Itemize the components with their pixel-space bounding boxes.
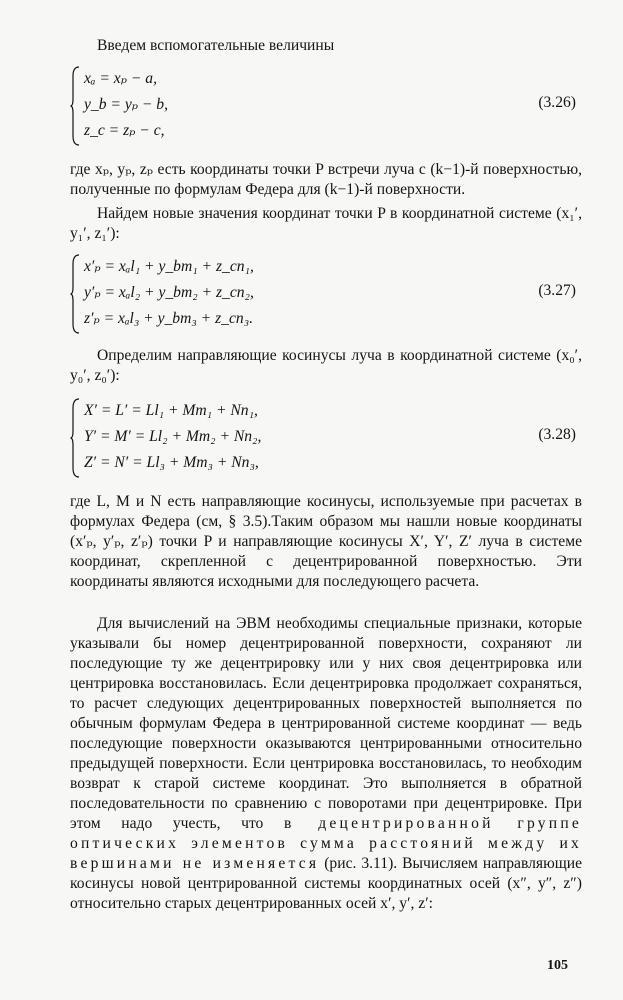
- left-brace-icon: [70, 254, 80, 334]
- paragraph-text: (рис. 3.11). Вычисляем направляющие косинусы новой центрированной системы координатных осей (x″, y″, z″) относительно старых децентрированных осей x′, y′, z′:: [70, 855, 582, 912]
- equation-number: (3.28): [538, 426, 576, 443]
- intro-paragraph: Введем вспомогательные величины: [97, 37, 335, 54]
- left-brace-icon: [70, 66, 80, 146]
- equation-line: xₐ = xₚ − a,: [84, 70, 157, 87]
- equation-line: z′ₚ = xₐl₃ + y_bm₃ + z_cn₃.: [84, 310, 254, 327]
- paragraph-coordinates: где xₚ, yₚ, zₚ есть координаты точки P встречи луча с (k−1)-й поверхностью, полученные по формулам Федера для (k−1)-й поверхности.: [70, 161, 582, 198]
- paragraph-computer: [70, 614, 582, 914]
- equation-line: x′ₚ = xₐl₁ + y_bm₁ + z_cn₁,: [84, 258, 254, 275]
- equation-3-27: [70, 254, 582, 334]
- equation-line: y′ₚ = xₐl₂ + y_bm₂ + z_cn₂,: [84, 284, 254, 301]
- left-brace-icon: [70, 398, 80, 478]
- equation-line: X′ = L′ = Ll₁ + Mm₁ + Nn₁,: [84, 402, 258, 419]
- equation-line: z_c = zₚ − c,: [84, 122, 165, 139]
- paragraph-new-values: Найдем новые значения координат точки P в координатной системе (x₁′, y₁′, z₁′):: [70, 205, 582, 242]
- paragraph-text: Для вычислений на ЭВМ необходимы специальные признаки, которые указывали бы номер децентрированной поверхности, сохраняют ли последующие ту же децентрировку или у них своя децентрировка или центрировка восстановилась. Если децентрировка продолжает сохраняться, то расчет следующих децентрированных поверхностей выполняется по обычным формулам Федера в центрированной системе координат — ведь последующие поверхности оказываются центрированными относительно предыдущей поверхности. Если центрировка восстановилась, то необходим возврат к старой системе координат. Это выполняется в обратной последовательности по сравнению с поворотами при децентрировке. При этом надо учесть, что: [70, 615, 582, 832]
- paragraph-federa: где L, M и N есть направляющие косинусы, используемые при расчетах в формулах Федера (см, § 3.5).Таким образом мы нашли новые координаты (x′ₚ, y′ₚ, z′ₚ) точки P и направляющие косинусы X′, Y′, Z′ луча в системе координат, скрепленной с децентрированной поверхностью. Эти координаты являются исходными для последующего расчета.: [70, 493, 582, 590]
- emphasized-text: в децентрированной группе оптических элементов сумма расстояний между их вершинами не изменяется: [70, 815, 582, 872]
- equation-line: Z′ = N′ = Ll₃ + Mm₃ + Nn₃,: [84, 454, 259, 471]
- paragraph-direction-cosines: Определим направляющие косинусы луча в координатной системе (x₀′, y₀′, z₀′):: [70, 347, 582, 384]
- equation-3-28: [70, 398, 582, 478]
- equation-line: y_b = yₚ − b,: [84, 96, 169, 113]
- equation-3-26: [70, 66, 582, 146]
- equation-number: (3.27): [538, 282, 576, 299]
- equation-line: Y′ = M′ = Ll₂ + Mm₂ + Nn₂,: [84, 428, 262, 445]
- page-number: 105: [547, 958, 568, 973]
- equation-number: (3.26): [538, 94, 576, 111]
